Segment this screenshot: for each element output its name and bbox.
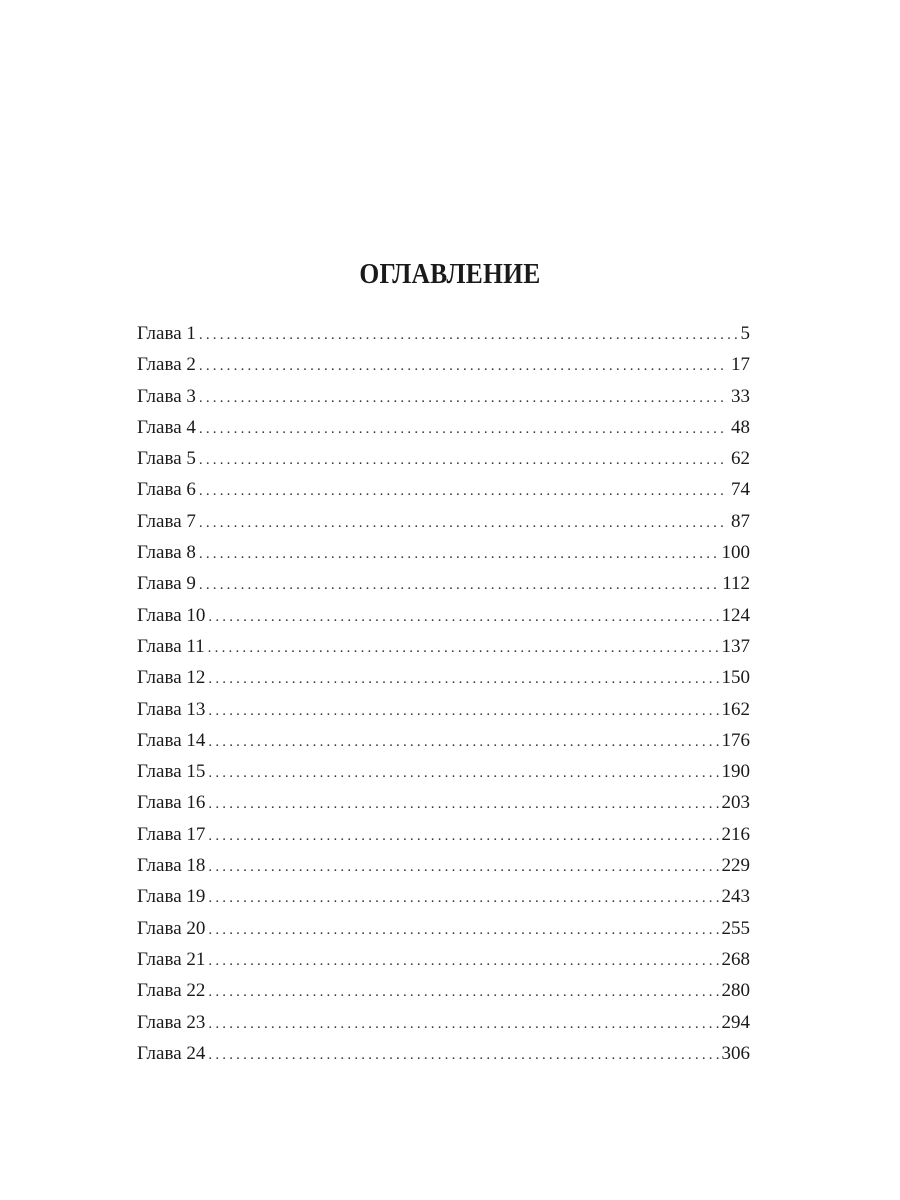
toc-entry-page: 294 — [721, 1011, 750, 1033]
toc-entry-label: Глава 21 — [137, 948, 206, 970]
toc-entry-label: Глава 16 — [137, 792, 206, 814]
toc-dot-leader — [199, 320, 738, 351]
toc-entry-page: 203 — [721, 792, 750, 814]
toc-entry-page: 87 — [731, 510, 750, 532]
toc-entry[interactable] — [137, 662, 750, 693]
toc-entry-page: 124 — [721, 604, 750, 626]
toc-dot-leader — [199, 351, 728, 382]
toc-entry[interactable] — [137, 1038, 750, 1069]
toc-dot-leader — [208, 602, 718, 633]
toc-entry-label: Глава 9 — [137, 573, 196, 595]
toc-dot-leader — [208, 977, 718, 1008]
toc-entry-label: Глава 22 — [137, 980, 206, 1002]
toc-dot-leader — [208, 1009, 718, 1040]
toc-entry-label: Глава 10 — [137, 604, 206, 626]
toc-entry[interactable] — [137, 474, 750, 505]
table-of-contents — [137, 318, 750, 1069]
toc-dot-leader — [199, 445, 728, 476]
toc-entry-label: Глава 2 — [137, 354, 196, 376]
toc-entry-label: Глава 12 — [137, 667, 206, 689]
toc-dot-leader — [208, 727, 718, 758]
toc-entry-page: 176 — [721, 729, 750, 751]
toc-entry[interactable] — [137, 725, 750, 756]
toc-entry-label: Глава 20 — [137, 917, 206, 939]
toc-dot-leader — [208, 821, 718, 852]
page-title: ОГЛАВЛЕНИЕ — [359, 258, 541, 290]
toc-entry-label: Глава 18 — [137, 855, 206, 877]
toc-entry[interactable] — [137, 412, 750, 443]
toc-entry-page: 5 — [740, 323, 750, 344]
toc-entry-label: Глава 15 — [137, 761, 206, 783]
toc-entry[interactable] — [137, 975, 750, 1006]
toc-entry-page: 150 — [721, 667, 750, 689]
toc-entry-label: Глава 19 — [137, 886, 206, 908]
toc-entry-page: 112 — [722, 573, 750, 595]
toc-entry-label: Глава 8 — [137, 542, 196, 564]
toc-entry[interactable] — [137, 443, 750, 474]
toc-entry-label: Глава 24 — [137, 1042, 206, 1064]
toc-dot-leader — [208, 758, 718, 789]
toc-dot-leader — [199, 414, 728, 445]
toc-entry[interactable] — [137, 756, 750, 787]
toc-dot-leader — [208, 633, 719, 664]
toc-entry-page: 33 — [731, 385, 750, 407]
toc-entry[interactable] — [137, 349, 750, 380]
toc-entry[interactable] — [137, 381, 750, 412]
toc-entry[interactable] — [137, 913, 750, 944]
toc-entry-label: Глава 17 — [137, 823, 206, 845]
toc-entry-page: 216 — [721, 823, 750, 845]
toc-dot-leader — [208, 883, 718, 914]
toc-entry[interactable] — [137, 318, 750, 349]
toc-dot-leader — [208, 696, 718, 727]
toc-entry-label: Глава 14 — [137, 729, 206, 751]
toc-dot-leader — [208, 664, 718, 695]
toc-entry-label: Глава 23 — [137, 1011, 206, 1033]
toc-entry-label: Глава 4 — [137, 416, 196, 438]
toc-entry-page: 162 — [721, 698, 750, 720]
toc-dot-leader — [208, 789, 718, 820]
toc-entry[interactable] — [137, 850, 750, 881]
toc-entry-label: Глава 7 — [137, 510, 196, 532]
toc-entry-label: Глава 13 — [137, 698, 206, 720]
toc-entry[interactable] — [137, 1007, 750, 1038]
toc-dot-leader — [208, 915, 718, 946]
toc-entry-page: 255 — [721, 917, 750, 939]
toc-entry-page: 74 — [731, 479, 750, 501]
toc-entry-page: 100 — [721, 542, 750, 564]
toc-entry[interactable] — [137, 819, 750, 850]
toc-entry-page: 243 — [721, 886, 750, 908]
toc-entry[interactable] — [137, 537, 750, 568]
toc-entry-label: Глава 5 — [137, 448, 196, 470]
toc-entry-page: 48 — [731, 416, 750, 438]
toc-entry-page: 17 — [731, 354, 750, 376]
toc-entry[interactable] — [137, 944, 750, 975]
toc-dot-leader — [199, 508, 728, 539]
toc-entry-label: Глава 1 — [137, 323, 196, 344]
toc-entry-label: Глава 3 — [137, 385, 196, 407]
toc-entry[interactable] — [137, 600, 750, 631]
toc-entry[interactable] — [137, 506, 750, 537]
toc-entry-page: 306 — [721, 1042, 750, 1064]
toc-entry-label: Глава 11 — [137, 635, 205, 657]
toc-dot-leader — [208, 852, 718, 883]
toc-entry-page: 190 — [721, 761, 750, 783]
toc-dot-leader — [208, 1040, 718, 1071]
toc-entry-page: 62 — [731, 448, 750, 470]
toc-entry[interactable] — [137, 631, 750, 662]
toc-dot-leader — [208, 946, 718, 977]
toc-dot-leader — [199, 383, 728, 414]
toc-dot-leader — [199, 476, 728, 507]
toc-dot-leader — [199, 570, 719, 601]
toc-entry-page: 280 — [721, 980, 750, 1002]
toc-entry[interactable] — [137, 787, 750, 818]
toc-entry-label: Глава 6 — [137, 479, 196, 501]
toc-dot-leader — [199, 539, 719, 570]
toc-entry[interactable] — [137, 568, 750, 599]
toc-entry[interactable] — [137, 694, 750, 725]
toc-entry-page: 229 — [721, 855, 750, 877]
toc-entry-page: 137 — [721, 635, 750, 657]
toc-entry-page: 268 — [721, 948, 750, 970]
toc-entry[interactable] — [137, 881, 750, 912]
